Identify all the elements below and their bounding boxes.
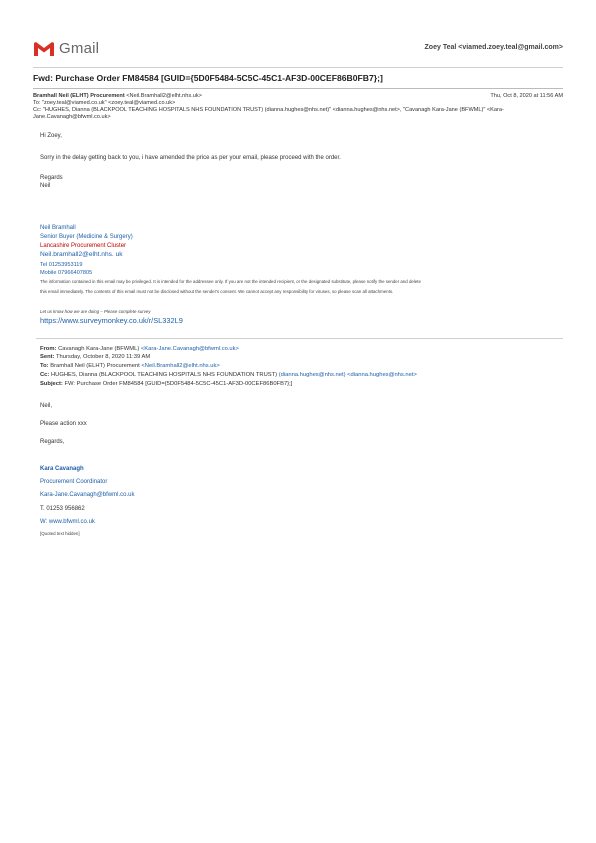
signature-tel: Tel 01253953119 bbox=[40, 262, 83, 268]
regards: Regards bbox=[40, 175, 63, 181]
forward-signature-title: Procurement Coordinator bbox=[40, 479, 108, 485]
cc-label: Cc: bbox=[40, 372, 50, 378]
message-body: Sorry in the delay getting back to you, i have amended the price as per your email, please proceed with the order. bbox=[40, 155, 341, 161]
forward-signature-web-link[interactable]: W: www.bfwml.co.uk bbox=[40, 519, 95, 525]
cc-name: HUGHES, Dianna (BLACKPOOL TEACHING HOSPITALS NHS FOUNDATION TRUST) bbox=[50, 372, 278, 378]
app-name: Gmail bbox=[59, 40, 100, 57]
subject-label: Subject: bbox=[40, 381, 63, 387]
forward-signature-tel: T. 01253 956862 bbox=[40, 506, 85, 512]
forward-greeting: Neil, bbox=[40, 403, 53, 409]
from-name: Cavanagh Kara-Jane (BFWML) bbox=[58, 346, 140, 352]
cc-email-link-2[interactable]: <dianna.hughes@nhs.net> bbox=[347, 372, 417, 378]
sign-name: Neil bbox=[40, 183, 51, 189]
sender-name: Bramhall Neil (ELHT) Procurement bbox=[33, 93, 125, 99]
sent-date: Thursday, October 8, 2020 11:39 AM bbox=[56, 354, 151, 360]
account-label: Zoey Teal <viamed.zoey.teal@gmail.com> bbox=[424, 44, 563, 51]
cc-line: Cc: "HUGHES, Dianna (BLACKPOOL TEACHING HOSPITALS NHS FOUNDATION TRUST) (dianna.hughes@nhs.net)" <dianna.hughes@nhs.net>, "Cavanagh Kara-Jane (BFWML)" <Kara-Jane.Cavanagh@bfwml.co.uk> bbox=[33, 107, 504, 120]
survey-link[interactable]: https://www.surveymonkey.co.uk/r/SL332L9 bbox=[40, 316, 183, 325]
disclaimer-line-2: this email immediately. The contents of this email must not be disclosed without the sender's consent. We cannot accept any responsibility for viruses, so please scan all attachments. bbox=[40, 289, 394, 294]
signature-email-link[interactable]: Neil.bramhall2@elht.nhs. uk bbox=[40, 251, 123, 258]
to-line: To: "zoey.teal@viamed.co.uk" <zoey.teal@viamed.co.uk> bbox=[33, 100, 176, 106]
sender-email[interactable]: <Neil.Bramhall2@elht.nhs.uk> bbox=[126, 93, 202, 99]
survey-prompt: Let us know how we are doing – Please complete survey bbox=[40, 309, 151, 314]
forward-cc bbox=[40, 372, 565, 380]
email-date: Thu, Oct 8, 2020 at 11:56 AM bbox=[490, 93, 563, 99]
forward-regards: Regards, bbox=[40, 439, 65, 445]
quoted-text-toggle[interactable]: [Quoted text hidden] bbox=[40, 531, 80, 536]
forward-signature-email-link[interactable]: Kara-Jane.Cavanagh@bfwml.co.uk bbox=[40, 492, 135, 498]
to-label: To: bbox=[40, 363, 49, 369]
greeting: Hi Zoey, bbox=[40, 133, 62, 139]
forward-divider bbox=[36, 338, 563, 339]
forward-subject-text: FW: Purchase Order FM84584 [GUID={5D0F5484-5C5C-45C1-AF3D-00CEF86B0FB7};] bbox=[64, 381, 293, 387]
signature-mobile: Mobile 07966407805 bbox=[40, 270, 93, 276]
forward-to bbox=[40, 363, 220, 371]
sent-label: Sent: bbox=[40, 354, 55, 360]
gmail-envelope-icon bbox=[33, 41, 55, 57]
to-email-link[interactable]: <Neil.Bramhall2@elht.nhs.uk> bbox=[141, 363, 220, 369]
email-subject: Fwd: Purchase Order FM84584 [GUID={5D0F5484-5C5C-45C1-AF3D-00CEF86B0FB7};] bbox=[33, 73, 383, 83]
from-label: From: bbox=[40, 346, 57, 352]
header-divider bbox=[33, 67, 563, 68]
subject-divider bbox=[33, 88, 563, 89]
forward-sent bbox=[40, 354, 150, 362]
sender bbox=[33, 93, 202, 100]
forward-subject bbox=[40, 381, 292, 389]
gmail-logo[interactable] bbox=[33, 40, 99, 57]
disclaimer-line-1: The information contained in this email may be privileged. It is intended for the addressee only. If you are not the intended recipient, or the designated substitute, please notify the sender and delete bbox=[40, 279, 421, 284]
signature-title: Senior Buyer (Medicine & Surgery) bbox=[40, 234, 133, 240]
from-email-link[interactable]: <Kara-Jane.Cavanagh@bfwml.co.uk> bbox=[140, 346, 239, 352]
to-name: Bramhall Neil (ELHT) Procurement bbox=[50, 363, 140, 369]
forward-from bbox=[40, 346, 239, 354]
signature-name: Neil Bramhall bbox=[40, 225, 76, 231]
signature-org: Lancashire Procurement Cluster bbox=[40, 243, 127, 249]
forward-message: Please action xxx bbox=[40, 421, 87, 427]
cc-email-link-1[interactable]: (dianna.hughes@nhs.net) bbox=[278, 372, 346, 378]
forward-signature-name: Kara Cavanagh bbox=[40, 466, 84, 472]
